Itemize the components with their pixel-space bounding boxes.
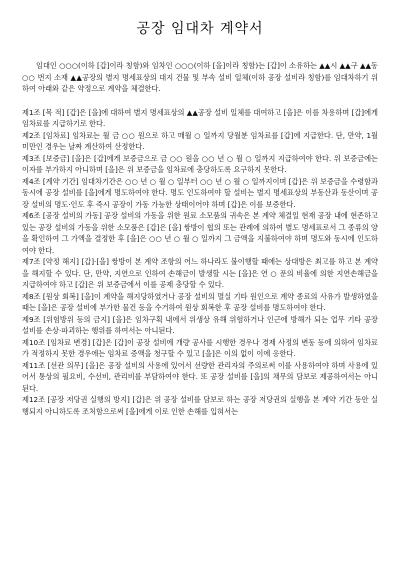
clause-body: 임차료는 월 금 ○○ 원으로 하고 매월 ○ 일까지 당월분 임차료를 [갑]에 지급한다. 단, 만약, 1월 미만인 경우는 날짜 계산하여 산정한다.	[22, 130, 378, 151]
clause-title: 제3조 [보증금]	[22, 153, 70, 163]
clause-title: 제2조 [임차료]	[22, 130, 70, 140]
clause-body: [갑]은 [갑]이 공장 설비에 개량 공사를 시행한 경우나 경제 사정의 변동 등에 의하여 임차료가 적정하지 못한 경우에는 임차료 증액을 청구할 수 있고 [을]은 이의 없이 이에 응한다.	[22, 337, 378, 358]
clause-title: 제4조 [계약 기간]	[22, 176, 79, 186]
clause-title: 제10조 [임차료 변경]	[22, 337, 91, 347]
preamble-paragraph: 임대인 ○○○(이하 [갑]이라 칭함)와 임차인 ○○○(이하 [을]이라 칭함)는 [갑]이 소유하는 ▲▲시 ▲▲구 ▲▲동 ○○ 번지 소재 ▲▲공장의 별지 명세표상의 대지 건물 및 부속 설비 일체(이하 공장 설비라 칭함)를 임대차하기 위하여 아래와 같은 약정으로 계약을 체결한다.	[22, 61, 378, 93]
clause-body: [을]이 계약을 해지당하였거나 공장 설비의 멸실 기타 원인으로 계약 종료의 사유가 발생하였을 때는 [을]은 공장 설비에 부가한 물건 등을 수거하여 원상 회복한 후 공장 설비를 명도하여야 한다.	[22, 291, 378, 312]
clause-body: [을]은 공장 설비의 사용에 있어서 선량한 관리자의 주의로써 이를 사용하여야 하며 사용에 있어서 통상의 필요비, 수선비, 관리비를 부담하여야 한다. 또 공장 설비를 [을]의 채무의 담보로 제공하여서는 아니된다.	[22, 360, 378, 393]
clause-title: 제9조 [위험방위 등의 금지]	[22, 314, 110, 324]
clause-7	[22, 256, 378, 291]
clause-body: 공장 설비의 가동을 위한 원료 소모품의 귀속은 본 계약 체결일 현재 공장 내에 현존하고 있는 공장 설비의 가동을 위한 소모품은 [갑]은 [을] 쌍방이 협의 또는 관례에 의하여 별도 명세표로서 그 종류의 양을 확인하여 그 가액을 결정한 후 [을]은 ○○ 년 ○ 월 ○ 일까지 그 금액을 지불하여야 하며 명도와 동시에 인도하여야 한다.	[22, 211, 378, 255]
clause-4	[22, 176, 378, 211]
clause-2	[22, 130, 378, 153]
clause-11	[22, 360, 378, 395]
clause-title: 제12조 [공장 저당권 실행의 방지]	[22, 395, 130, 404]
clause-3	[22, 153, 378, 176]
clause-body: [갑]·[을] 쌍방이 본 계약 조항의 어느 하나라도 불이행할 때에는 상대방은 최고를 하고 본 계약을 해지할 수 있다. 단, 만약, 지연으로 인하여 손해금이 발생할 시는 [을]은 연 ○ 푼의 비율에 의한 지연손해금을 지급하여야 하고 [갑]은 위 보증금에서 이를 공제 충당할 수 있다.	[22, 257, 378, 289]
clause-8	[22, 291, 378, 314]
clause-title: 제6조 [공장 설비의 가동]	[22, 211, 102, 220]
clause-title: 제1조 [목 적]	[22, 107, 65, 117]
clause-12	[22, 394, 378, 417]
clause-body: [을]은 임차구획 내에서 위생상 유해 위험하거나 인근에 방해가 되는 업무 기타 공장 설비를 손상·파괴하는 행위를 하여서는 아니된다.	[22, 314, 378, 335]
clause-body: [을]은 [갑]에게 보증금으로 금 ○○ 원을 ○○ 년 ○ 월 ○ 일까지 지급하여야 한다. 위 보증금에는 이자를 부가하지 아니하며 [을]은 위 보증금을 임차료에 충당하도록 요구하지 못한다.	[22, 153, 378, 174]
clause-body: 임대차기간은 ○○ 년 ○ 월 ○ 일부터 ○○ 년 ○ 월 ○ 일까지이며 [갑]은 위 보증금을 수령함과 동시에 공장 설비를 [을]에게 명도하여야 한다. 명도 인도하여야 할 설비는 별지 명세표상의 부동산과 동산이며 공장 설비의 명도·인도 후 즉시 공장이 가동 가능한 상태이어야 하며 [갑]은 이를 보증한다.	[22, 176, 378, 209]
clause-title: 제8조 [원상 회복]	[22, 291, 79, 301]
clause-list	[22, 107, 378, 418]
clause-10	[22, 337, 378, 360]
clause-body: [갑]은 위 공장 설비를 담보로 하는 공장 저당권의 실행을 본 계약 기간 동안 실행되지 아니하도록 조처함으로써 [을]에게 이로 인한 손해를 입혀서는	[22, 395, 378, 416]
clause-9	[22, 314, 378, 337]
clause-6	[22, 210, 378, 256]
clause-title: 제11조 [선관 의무]	[22, 360, 84, 370]
clause-title: 제7조 [약정 해지]	[22, 257, 79, 266]
clause-1	[22, 107, 378, 130]
clause-body: [갑]은 [을]에 대하여 별지 명세표상의 ▲▲공장 설비 일체를 대여하고 [을]은 이를 차용하며 [갑]에게 임차료를 지급하기로 한다.	[22, 107, 378, 128]
document-title: 공장 임대차 계약서	[136, 21, 264, 37]
